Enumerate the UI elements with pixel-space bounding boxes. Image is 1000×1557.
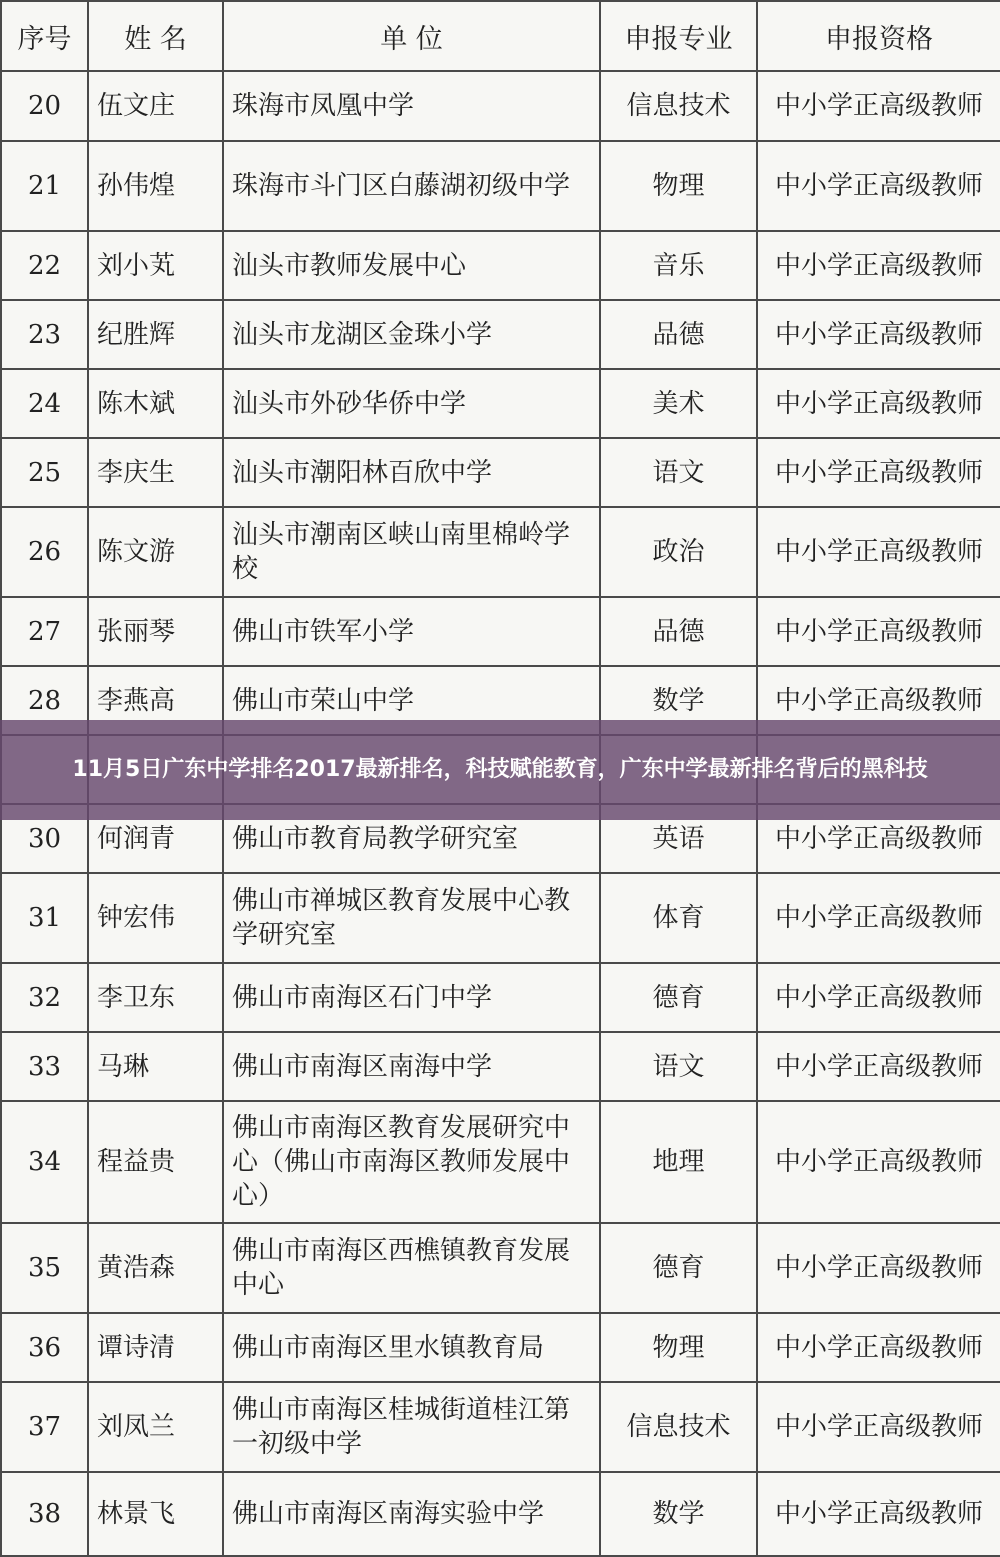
table-row [1,1101,1000,1223]
cell-unit: 汕头市潮南区峡山南里棉岭学校 [223,507,600,597]
cell-number: 26 [1,507,88,597]
cell-name: 程益贵 [88,1101,223,1223]
cell-qualification: 中小学正高级教师 [757,369,1000,438]
cell-qualification: 中小学正高级教师 [757,1032,1000,1101]
cell-major: 体育 [600,873,757,963]
cell-qualification: 中小学正高级教师 [757,597,1000,666]
cell-qualification: 中小学正高级教师 [757,666,1000,735]
cell-number: 20 [1,71,88,141]
cell-major: 品德 [600,300,757,369]
cell-number: 31 [1,873,88,963]
cell-name: 纪胜辉 [88,300,223,369]
header-qualification: 申报资格 [757,1,1000,71]
cell-major: 物理 [600,1313,757,1382]
table-row [1,1032,1000,1101]
cell-qualification: 中小学正高级教师 [757,141,1000,231]
cell-qualification: 中小学正高级教师 [757,1313,1000,1382]
cell-unit: 佛山市南海区里水镇教育局 [223,1313,600,1382]
cell-unit: 佛山市禅城区教育发展中心教学研究室 [223,873,600,963]
cell-number: 32 [1,963,88,1032]
cell-name: 马琳 [88,1032,223,1101]
table-row [1,141,1000,231]
cell-unit: 珠海市凤凰中学 [223,71,600,141]
cell-unit: 佛山市教育局教学研究室 [223,804,600,873]
table-row [1,1382,1000,1472]
cell-unit: 汕头市潮阳林百欣中学 [223,438,600,507]
table-row [1,1223,1000,1313]
cell-unit: 佛山市南海区石门中学 [223,963,600,1032]
cell-number: 30 [1,804,88,873]
cell-name: 黄浩森 [88,1223,223,1313]
cell-number: 23 [1,300,88,369]
cell-major: 地理 [600,1101,757,1223]
header-major: 申报专业 [600,1,757,71]
cell-major: 信息技术 [600,71,757,141]
cell-major: 美术 [600,369,757,438]
cell-qualification: 中小学正高级教师 [757,963,1000,1032]
cell-qualification: 中小学正高级教师 [757,1223,1000,1313]
cell-unit: 佛山市南海区教育发展研究中心（佛山市南海区教师发展中心） [223,1101,600,1223]
cell-qualification: 中小学正高级教师 [757,507,1000,597]
cell-number: 33 [1,1032,88,1101]
cell-major: 语文 [600,438,757,507]
cell-qualification: 中小学正高级教师 [757,71,1000,141]
cell-name: 何润青 [88,804,223,873]
cell-name: 刘凤兰 [88,1382,223,1472]
cell-name: 李庆生 [88,438,223,507]
cell-name: 李卫东 [88,963,223,1032]
cell-name: 李燕高 [88,666,223,735]
table-row [1,873,1000,963]
cell-major: 德育 [600,1223,757,1313]
cell-major: 政治 [600,507,757,597]
header-name: 姓 名 [88,1,223,71]
cell-major: 数学 [600,1472,757,1556]
cell-number: 24 [1,369,88,438]
cell-number: 37 [1,1382,88,1472]
cell-unit: 佛山市南海区南海实验中学 [223,1472,600,1556]
cell-name: 孙伟煌 [88,141,223,231]
title-banner [0,720,1000,820]
cell-unit: 珠海市斗门区白藤湖初级中学 [223,141,600,231]
cell-number: 27 [1,597,88,666]
cell-major: 数学 [600,666,757,735]
cell-unit: 佛山市铁军小学 [223,597,600,666]
table-header-row [1,1,1000,71]
cell-qualification: 中小学正高级教师 [757,1472,1000,1556]
cell-unit: 佛山市南海区南海中学 [223,1032,600,1101]
cell-unit: 汕头市教师发展中心 [223,231,600,300]
table-row [1,369,1000,438]
cell-name: 钟宏伟 [88,873,223,963]
cell-number: 36 [1,1313,88,1382]
cell-name: 谭诗清 [88,1313,223,1382]
cell-qualification: 中小学正高级教师 [757,438,1000,507]
table-row [1,963,1000,1032]
cell-number: 25 [1,438,88,507]
cell-major: 语文 [600,1032,757,1101]
cell-number: 28 [1,666,88,735]
table-row [1,597,1000,666]
cell-qualification: 中小学正高级教师 [757,300,1000,369]
banner-title: 11月5日广东中学排名2017最新排名，科技赋能教育，广东中学最新排名背后的黑科技 [72,757,928,782]
table-row [1,507,1000,597]
cell-unit: 佛山市荣山中学 [223,666,600,735]
cell-major: 音乐 [600,231,757,300]
cell-name: 张丽琴 [88,597,223,666]
cell-number: 38 [1,1472,88,1556]
cell-major: 信息技术 [600,1382,757,1472]
cell-qualification: 中小学正高级教师 [757,804,1000,873]
cell-name: 刘小芄 [88,231,223,300]
cell-major: 德育 [600,963,757,1032]
table-row [1,231,1000,300]
cell-name: 林景飞 [88,1472,223,1556]
cell-number: 34 [1,1101,88,1223]
cell-qualification: 中小学正高级教师 [757,1101,1000,1223]
table-row [1,1472,1000,1556]
cell-number: 21 [1,141,88,231]
table-row [1,71,1000,141]
cell-major: 品德 [600,597,757,666]
cell-qualification: 中小学正高级教师 [757,1382,1000,1472]
cell-major: 英语 [600,804,757,873]
cell-unit: 汕头市龙湖区金珠小学 [223,300,600,369]
cell-major: 物理 [600,141,757,231]
table-row [1,1313,1000,1382]
cell-qualification: 中小学正高级教师 [757,231,1000,300]
cell-unit: 佛山市南海区桂城街道桂江第一初级中学 [223,1382,600,1472]
cell-name: 伍文庄 [88,71,223,141]
cell-number: 22 [1,231,88,300]
cell-unit: 佛山市南海区西樵镇教育发展中心 [223,1223,600,1313]
header-unit: 单 位 [223,1,600,71]
table-row [1,300,1000,369]
cell-name: 陈木斌 [88,369,223,438]
header-number: 序号 [1,1,88,71]
cell-unit: 汕头市外砂华侨中学 [223,369,600,438]
cell-qualification: 中小学正高级教师 [757,873,1000,963]
cell-name: 陈文游 [88,507,223,597]
table-row [1,438,1000,507]
cell-number: 35 [1,1223,88,1313]
